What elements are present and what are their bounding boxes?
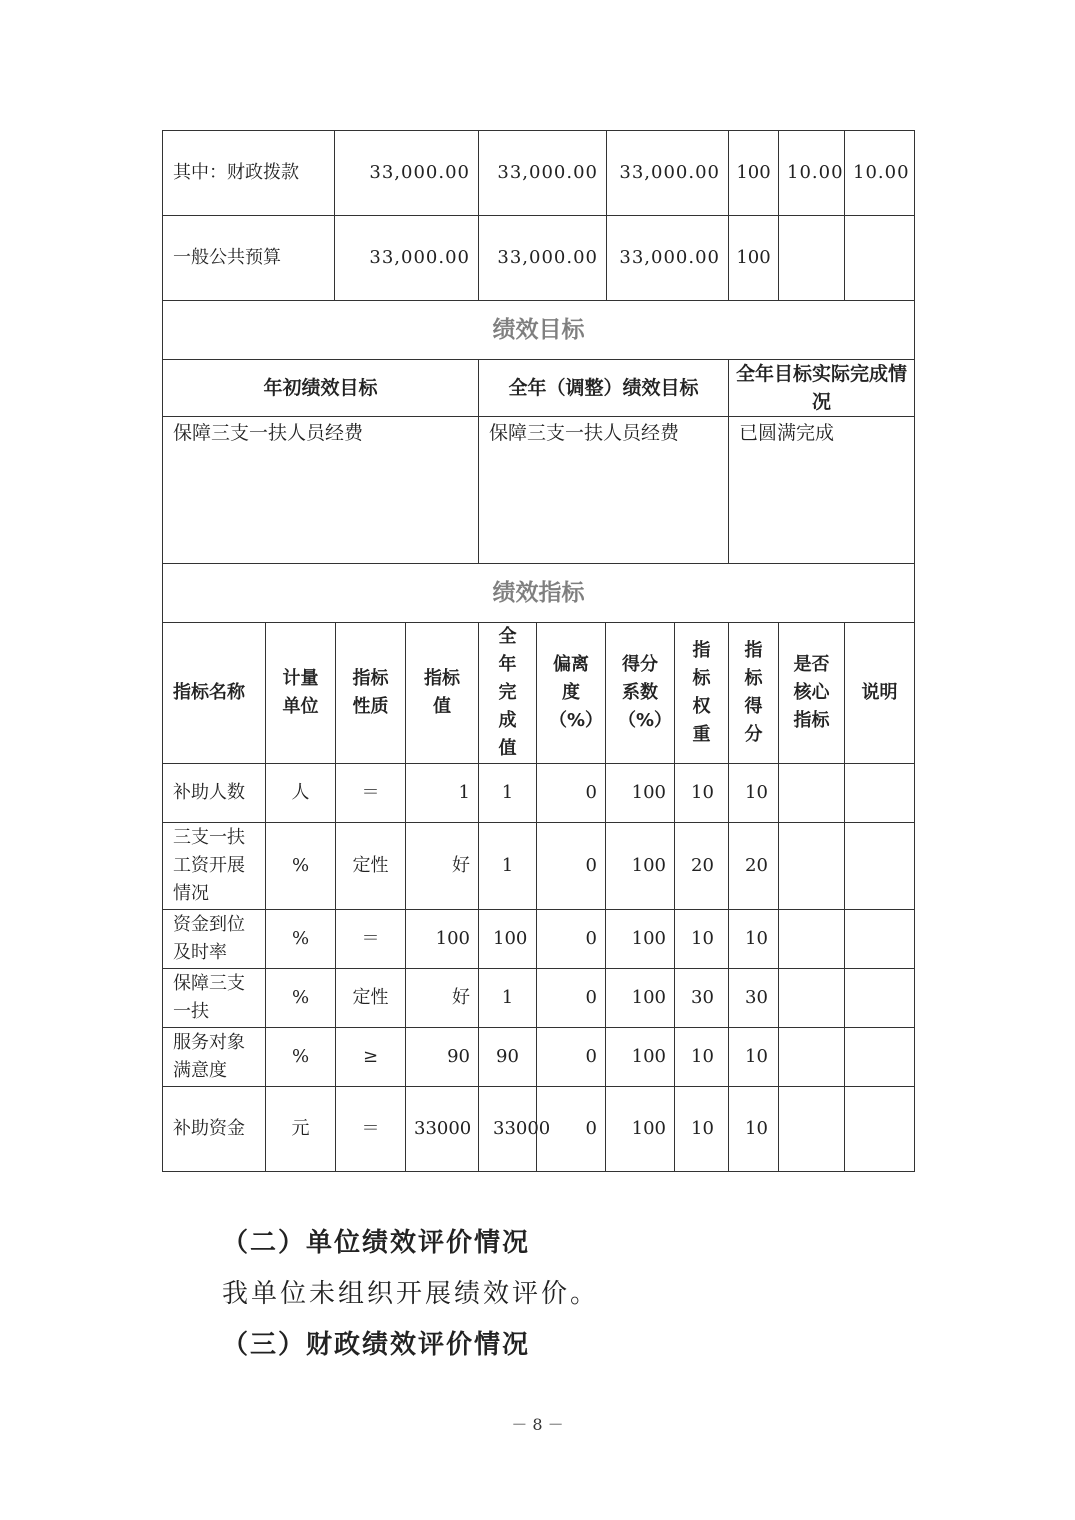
indicator-nature-cell: ＝ [336,910,406,969]
indicator-row [163,764,915,823]
section-2-heading: （二）单位绩效评价情况 [222,1228,531,1258]
indicators-table [162,622,915,764]
indicator-unit-cell: % [266,1028,336,1087]
indicator-core-cell [779,823,845,910]
indicator-name-cell: 补助资金 [163,1087,266,1172]
indicator-score-cell: 10 [729,1028,779,1087]
funds-row-fiscal [163,131,915,216]
header-cell: 计量单位 [266,623,336,764]
indicator-note-cell [845,969,915,1028]
indicator-actual-cell: 1 [479,969,537,1028]
indicator-unit-cell: % [266,910,336,969]
indicator-target-cell: 33000 [406,1087,479,1172]
indicator-name-cell: 服务对象满意度 [163,1028,266,1087]
indicator-weight-cell: 10 [675,910,729,969]
fund-value: 33,000.00 [335,216,479,301]
indicator-target-cell: 100 [406,910,479,969]
fund-rate: 100 [729,131,779,216]
indicator-unit-cell: 人 [266,764,336,823]
indicator-score-cell: 10 [729,1087,779,1172]
fund-value: 33,000.00 [607,131,729,216]
indicator-note-cell [845,1087,915,1172]
fund-weight [779,216,845,301]
indicator-score-cell: 30 [729,969,779,1028]
indicator-row [163,823,915,910]
indicator-nature-cell: 定性 [336,969,406,1028]
header-cell: 指标名称 [163,623,266,764]
indicator-dev-cell: 0 [537,764,606,823]
indicator-nature-cell: ＝ [336,1087,406,1172]
header-cell: 指标性质 [336,623,406,764]
indicator-dev-cell: 0 [537,823,606,910]
indicator-actual-cell: 90 [479,1028,537,1087]
indicator-note-cell [845,823,915,910]
fund-rate: 100 [729,216,779,301]
goal-header-adjusted: 全年（调整）绩效目标 [479,360,729,417]
indicator-actual-cell: 1 [479,764,537,823]
indicator-core-cell [779,1087,845,1172]
header-cell: 指标权重 [675,623,729,764]
goals-section-title: 绩效目标 [163,301,915,360]
indicator-target-cell: 好 [406,969,479,1028]
indicator-nature-cell: ≥ [336,1028,406,1087]
header-cell: 偏离度（%） [537,623,606,764]
indicator-core-cell [779,910,845,969]
fund-value: 33,000.00 [479,131,607,216]
fund-name: 其中：财政拨款 [163,131,335,216]
indicator-coef-cell: 100 [606,969,675,1028]
indicator-row [163,1087,915,1172]
indicator-score-cell: 10 [729,764,779,823]
header-cell: 指标值 [406,623,479,764]
goals-table [162,300,915,623]
fund-value: 33,000.00 [335,131,479,216]
indicator-name-cell: 三支一扶工资开展情况 [163,823,266,910]
indicator-target-cell: 1 [406,764,479,823]
section-3-heading: （三）财政绩效评价情况 [222,1330,531,1360]
indicator-target-cell: 好 [406,823,479,910]
indicator-score-cell: 20 [729,823,779,910]
header-cell: 是否核心指标 [779,623,845,764]
indicator-name-cell: 补助人数 [163,764,266,823]
header-cell: 说明 [845,623,915,764]
indicator-row [163,910,915,969]
indicator-weight-cell: 10 [675,1087,729,1172]
indicator-nature-cell: 定性 [336,823,406,910]
indicator-note-cell [845,910,915,969]
fund-score: 10.00 [845,131,915,216]
indicator-weight-cell: 20 [675,823,729,910]
indicator-dev-cell: 0 [537,1087,606,1172]
goal-header-actual: 全年目标实际完成情况 [729,360,915,417]
indicators-header-row [163,623,915,764]
indicator-unit-cell: 元 [266,1087,336,1172]
goal-actual: 已圆满完成 [729,417,915,564]
indicator-target-cell: 90 [406,1028,479,1087]
indicator-coef-cell: 100 [606,764,675,823]
indicator-core-cell [779,1028,845,1087]
indicator-coef-cell: 100 [606,910,675,969]
indicator-score-cell: 10 [729,910,779,969]
indicator-coef-cell: 100 [606,1087,675,1172]
goal-adjusted: 保障三支一扶人员经费 [479,417,729,564]
page-number: － 8 － [511,1415,564,1434]
indicator-weight-cell: 30 [675,969,729,1028]
fund-value: 33,000.00 [607,216,729,301]
indicator-name-cell: 资金到位及时率 [163,910,266,969]
indicator-row [163,1028,915,1087]
indicator-unit-cell: % [266,969,336,1028]
indicator-unit-cell: % [266,823,336,910]
fund-score [845,216,915,301]
indicators-section-title: 绩效指标 [163,564,915,623]
fund-value: 33,000.00 [479,216,607,301]
indicator-coef-cell: 100 [606,1028,675,1087]
funds-table [162,130,915,301]
indicator-actual-cell: 33000 [479,1087,537,1172]
indicator-name-cell: 保障三支一扶 [163,969,266,1028]
section-2-text: 我单位未组织开展绩效评价。 [222,1279,600,1309]
indicator-actual-cell: 100 [479,910,537,969]
indicators-body [162,763,915,1172]
indicator-core-cell [779,764,845,823]
indicator-note-cell [845,764,915,823]
indicator-note-cell [845,1028,915,1087]
indicator-actual-cell: 1 [479,823,537,910]
indicator-weight-cell: 10 [675,1028,729,1087]
indicator-core-cell [779,969,845,1028]
indicator-row [163,969,915,1028]
header-cell: 得分系数（%） [606,623,675,764]
indicator-nature-cell: ＝ [336,764,406,823]
goal-initial: 保障三支一扶人员经费 [163,417,479,564]
fund-weight: 10.00 [779,131,845,216]
header-cell: 指标得分 [729,623,779,764]
indicator-dev-cell: 0 [537,910,606,969]
indicator-coef-cell: 100 [606,823,675,910]
fund-name: 一般公共预算 [163,216,335,301]
performance-table [162,130,914,1172]
indicator-dev-cell: 0 [537,969,606,1028]
indicator-weight-cell: 10 [675,764,729,823]
header-cell: 全年完成值 [479,623,537,764]
goal-header-initial: 年初绩效目标 [163,360,479,417]
funds-row-general [163,216,915,301]
indicator-dev-cell: 0 [537,1028,606,1087]
